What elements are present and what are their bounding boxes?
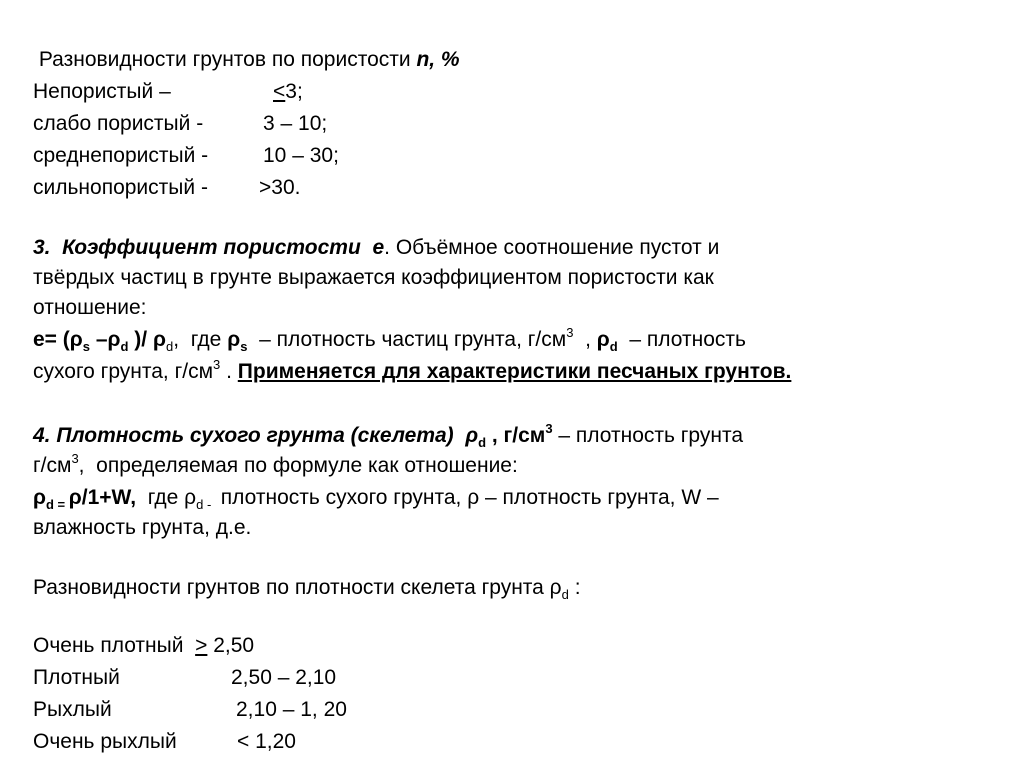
density-row-3 xyxy=(33,698,347,722)
section4-title-rest: – плотность грунта xyxy=(552,424,744,447)
section4-line4: влажность грунта, д.е. xyxy=(33,516,252,539)
section3-line2: твёрдых частиц в грунте выражается коэффициентом пористости как xyxy=(33,266,714,289)
formula-e: е= (ρ xyxy=(33,328,83,351)
density-row-value: < 1,20 xyxy=(237,730,296,753)
porosity-row-3 xyxy=(33,144,339,168)
section4-line2 xyxy=(33,451,518,478)
porosity-row-value: >30. xyxy=(259,176,301,199)
porosity-row-4 xyxy=(33,176,301,200)
porosity-heading-var: n, % xyxy=(416,48,460,71)
density-heading-text: Разновидности грунтов по плотности скелета грунта ρ xyxy=(33,576,562,599)
density-row-value: 2,50 – 2,10 xyxy=(231,666,337,689)
section3-line5-sup: 3 xyxy=(213,357,221,372)
formula-rho-d: ρ xyxy=(596,328,610,351)
section4-formula xyxy=(33,486,719,510)
density-row-4 xyxy=(33,730,296,754)
formula-where-sub: d - xyxy=(196,497,215,512)
porosity-heading-text: Разновидности грунтов по пористости xyxy=(33,48,417,71)
section3-formula xyxy=(33,325,746,354)
formula-sub-d: d xyxy=(120,339,129,354)
density-row-label: Рыхлый xyxy=(33,698,112,721)
formula-rho-s-sub: s xyxy=(240,339,248,354)
density-row-1 xyxy=(33,634,254,658)
porosity-heading xyxy=(33,48,460,72)
section4-title: 4. Плотность сухого грунта (скелета) ρ xyxy=(33,424,479,447)
porosity-row-label: среднепористый - xyxy=(33,144,209,167)
density-heading-sub: d xyxy=(561,587,569,602)
formula-minus: –ρ xyxy=(90,328,121,351)
porosity-row-label: сильнопористый - xyxy=(33,176,208,199)
porosity-row-value: 3 – 10; xyxy=(263,112,328,135)
section3-line5-pre: сухого грунта, г/см xyxy=(33,360,214,383)
porosity-row-value-wrap xyxy=(273,80,303,104)
density-row-2 xyxy=(33,666,337,690)
formula-sub-s: s xyxy=(82,339,90,354)
porosity-row-value: 10 – 30; xyxy=(263,144,339,167)
section3-line5-dot: . xyxy=(220,360,238,383)
formula-desc2: – плотность xyxy=(617,328,746,351)
formula-desc: плотность сухого грунта, ρ – плотность грунта, W – xyxy=(214,486,719,509)
porosity-row-label: слабо пористый - xyxy=(33,112,204,135)
porosity-row-value: 3; xyxy=(285,80,303,103)
section4-title-sub: d xyxy=(478,435,487,450)
section4-line2-rest: , определяемая по формуле как отношение: xyxy=(78,454,518,477)
formula-sub-d2: d xyxy=(165,339,174,354)
formula-rho: ρ xyxy=(33,486,46,509)
section3-title: 3. Коэффициент пористости е xyxy=(33,236,385,259)
less-equal-sign: < xyxy=(273,80,286,103)
porosity-row-1 xyxy=(33,80,303,104)
formula-desc1: – плотность частиц грунта, г/см xyxy=(247,328,567,351)
section4-line2-sup: 3 xyxy=(71,451,79,466)
section3-intro: . Объёмное соотношение пустот и xyxy=(384,236,720,259)
porosity-row-2 xyxy=(33,112,328,136)
density-row-label: Плотный xyxy=(33,666,120,689)
section4-line2-pre: г/см xyxy=(33,454,72,477)
formula-where: , где xyxy=(173,328,228,351)
density-row-label: Очень рыхлый xyxy=(33,730,177,753)
formula-rho-d-sub: d xyxy=(609,339,618,354)
porosity-row-label: Непористый – xyxy=(33,80,171,103)
formula-sup3: 3 xyxy=(566,325,574,340)
density-row-label: Очень плотный xyxy=(33,634,196,657)
density-row-value: 2,50 xyxy=(207,634,255,657)
formula-rho-sub: d = xyxy=(46,497,69,512)
density-row-value: 2,10 – 1, 20 xyxy=(236,698,347,721)
formula-comma: , xyxy=(573,328,597,351)
section4-title-line xyxy=(33,421,744,450)
formula-where: где ρ xyxy=(136,486,197,509)
section3-line3: отношение: xyxy=(33,296,147,319)
formula-div: )/ ρ xyxy=(128,328,166,351)
section4-title-sup: 3 xyxy=(545,421,553,436)
formula-rest: ρ/1+W, xyxy=(68,486,137,509)
density-heading xyxy=(33,576,581,600)
section3-line5 xyxy=(33,357,792,384)
formula-rho-s: ρ xyxy=(227,328,241,351)
section4-title-unit: , г/см xyxy=(486,424,546,447)
section3-title-line xyxy=(33,236,719,260)
greater-equal-sign: > xyxy=(195,634,208,657)
density-heading-colon: : xyxy=(568,576,581,599)
section3-emphasis: Применяется для характеристики песчаных грунтов. xyxy=(237,360,792,383)
